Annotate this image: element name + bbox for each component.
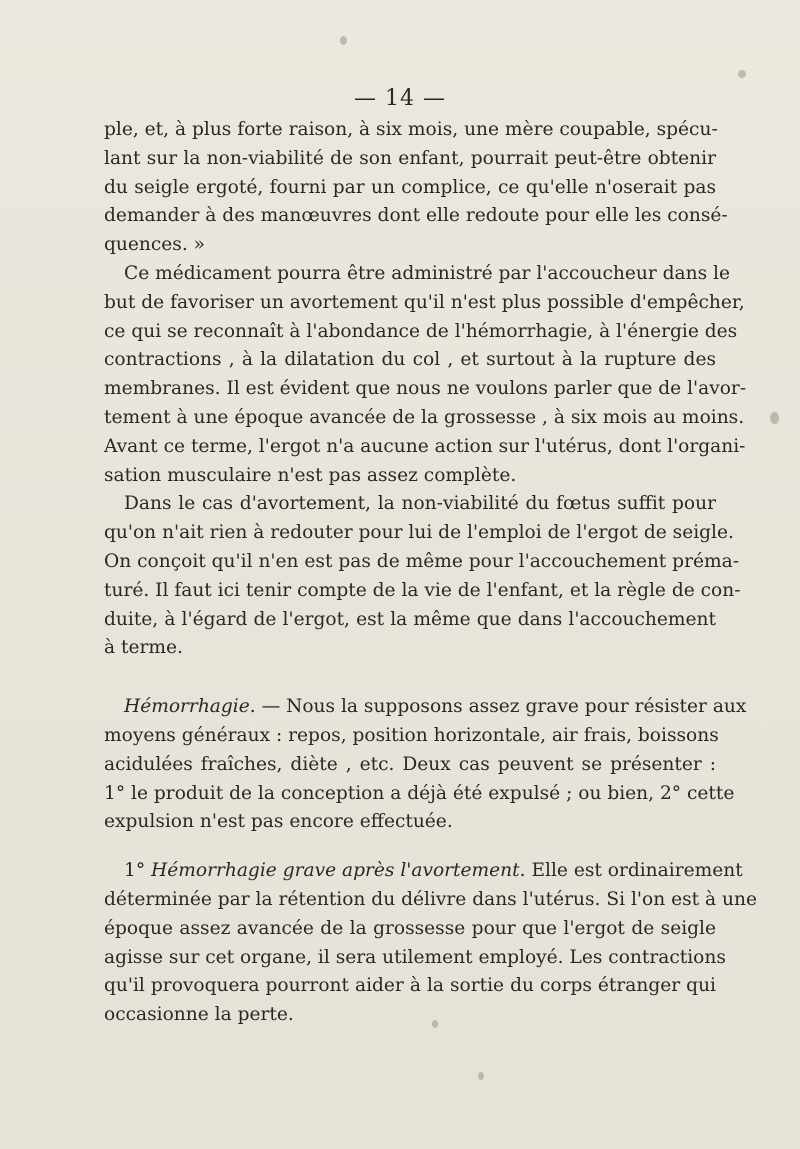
text-line: sation musculaire n'est pas assez complète.: [104, 464, 517, 486]
text-line: expulsion n'est pas encore effectuée.: [104, 811, 453, 833]
text-line: Ce médicament pourra être administré par l'accoucheur dans le: [124, 262, 731, 284]
ink-spot: [340, 36, 347, 45]
text-line: 1° le produit de la conception a déjà été expulsé ; ou bien, 2° cette: [104, 782, 735, 804]
text-line: membranes. Il est évident que nous ne voulons parler que de l'avor-: [104, 378, 747, 400]
text-line: Avant ce terme, l'ergot n'a aucune action sur l'utérus, dont l'organi-: [104, 435, 746, 457]
text-line: turé. Il faut ici tenir compte de la vie de l'enfant, et la règle de con-: [104, 579, 741, 601]
text-line: quences. »: [104, 234, 206, 256]
text-line: qu'on n'ait rien à redouter pour lui de l'emploi de l'ergot de seigle.: [104, 522, 734, 544]
paragraph-3: [104, 490, 741, 663]
section-heading-hemorrhagie: Hémorrhagie.: [124, 696, 256, 718]
text-line: ce qui se reconnaît à l'abondance de l'hémorrhagie, à l'énergie des: [104, 320, 738, 342]
text-line: ple, et, à plus forte raison, à six mois, une mère coupable, spécu-: [104, 119, 718, 140]
text-line: tement à une époque avancée de la grossesse , à six mois au moins.: [104, 406, 745, 428]
text-line: moyens généraux : repos, position horizontale, air frais, boissons: [104, 724, 719, 746]
ink-spot: [478, 1072, 484, 1080]
text-line: duite, à l'égard de l'ergot, est la même que dans l'accouchement: [104, 608, 716, 630]
text-line: époque assez avancée de la grossesse pour que l'ergot de seigle: [104, 917, 716, 939]
text-line: acidulées fraîches, diète , etc. Deux cas peuvent se présenter :: [104, 753, 716, 775]
ink-spot: [738, 70, 746, 78]
page-number: — 14 —: [354, 86, 446, 111]
text-line: Dans le cas d'avortement, la non-viabilité du fœtus suffit pour: [124, 493, 716, 515]
text-line: déterminée par la rétention du délivre dans l'utérus. Si l'on est à une: [104, 888, 757, 910]
paragraph-5: [104, 857, 757, 1030]
text-line: qu'il provoquera pourront aider à la sortie du corps étranger qui: [104, 975, 716, 997]
text-line: à terme.: [104, 637, 183, 659]
section-heading-avortement: Hémorrhagie grave après l'avortement.: [151, 860, 526, 882]
text-run: — Nous la supposons assez grave pour résister aux: [255, 696, 747, 718]
paragraph-spacer: [104, 663, 716, 693]
text-run: Elle est ordinairement: [525, 860, 743, 882]
text-line: contractions , à la dilatation du col , et surtout à la rupture des: [104, 349, 716, 371]
body-text: [104, 116, 757, 1030]
section-number: 1°: [124, 860, 152, 882]
paragraph-spacer: [104, 837, 716, 857]
paragraph-4: [104, 693, 747, 837]
text-line: agisse sur cet organe, il sera utilement employé. Les contractions: [104, 946, 726, 968]
text-line: du seigle ergoté, fourni par un complice, ce qu'elle n'oserait pas: [104, 176, 716, 198]
paragraph-2: [104, 260, 747, 490]
ink-spot: [770, 412, 779, 424]
text-line: occasionne la perte.: [104, 1004, 294, 1026]
text-line: [104, 693, 747, 722]
text-line: [104, 857, 743, 886]
paragraph-1: [104, 116, 728, 260]
text-line: On conçoit qu'il n'en est pas de même pour l'accouchement préma-: [104, 550, 739, 572]
text-line: lant sur la non-viabilité de son enfant, pourrait peut-être obtenir: [104, 147, 716, 169]
text-line: but de favoriser un avortement qu'il n'est plus possible d'empêcher,: [104, 291, 745, 313]
text-line: demander à des manœuvres dont elle redoute pour elle les consé-: [104, 205, 728, 227]
